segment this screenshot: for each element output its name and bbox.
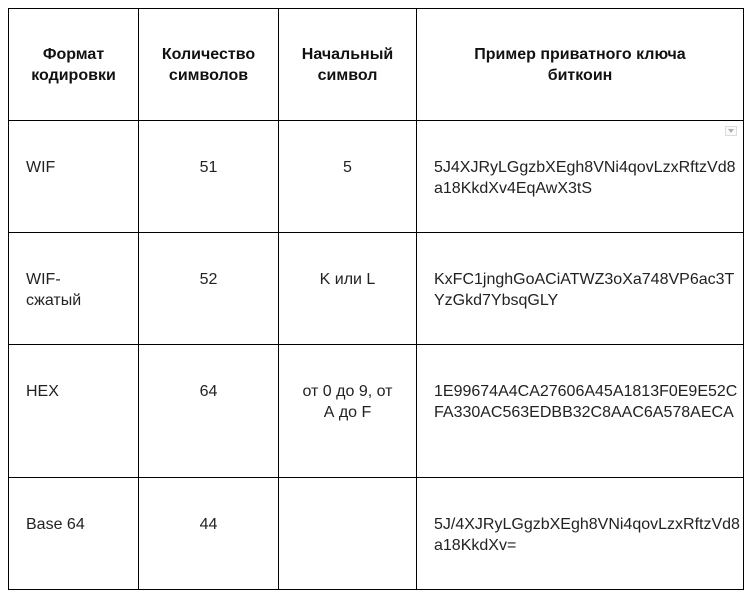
count-cell: 52 [139,233,279,345]
format-text: WIF-сжатый [26,271,82,309]
header-format: Формат кодировки [9,9,139,121]
count-cell: 64 [139,345,279,478]
key-formats-table [8,8,744,590]
format-cell: WIF [9,121,139,233]
format-cell [9,233,139,345]
table-header-row [9,9,744,121]
table-row [9,233,744,345]
cell-dropdown-icon[interactable] [725,126,737,136]
header-count: Количество символов [139,9,279,121]
table-row [9,121,744,233]
key-cell [417,121,744,233]
count-cell: 51 [139,121,279,233]
table-row [9,478,744,590]
key-cell: KxFC1jnghGoACiATWZ3oXa748VP6ac3TYzGkd7YbsqGLY [417,233,744,345]
count-cell: 44 [139,478,279,590]
start-text: от 0 до 9, от А до F [302,383,393,421]
key-cell: 1E99674A4CA27606A45A1813F0E9E52CFA330AC563EDBB32C8AAC6A578AECA [417,345,744,478]
key-cell: 5J/4XJRyLGgzbXEgh8VNi4qovLzxRftzVd8a18KkdXv= [417,478,744,590]
format-cell: Base 64 [9,478,139,590]
key-text: 5J4XJRyLGgzbXEgh8VNi4qovLzxRftzVd8a18KkdXv4EqAwX3tS [434,159,736,197]
header-start: Начальный символ [279,9,417,121]
start-cell: K или L [279,233,417,345]
header-key-example: Пример приватного ключа биткоин [417,9,744,121]
format-cell: HEX [9,345,139,478]
table-row [9,345,744,478]
start-cell [279,345,417,478]
start-cell: 5 [279,121,417,233]
start-cell [279,478,417,590]
